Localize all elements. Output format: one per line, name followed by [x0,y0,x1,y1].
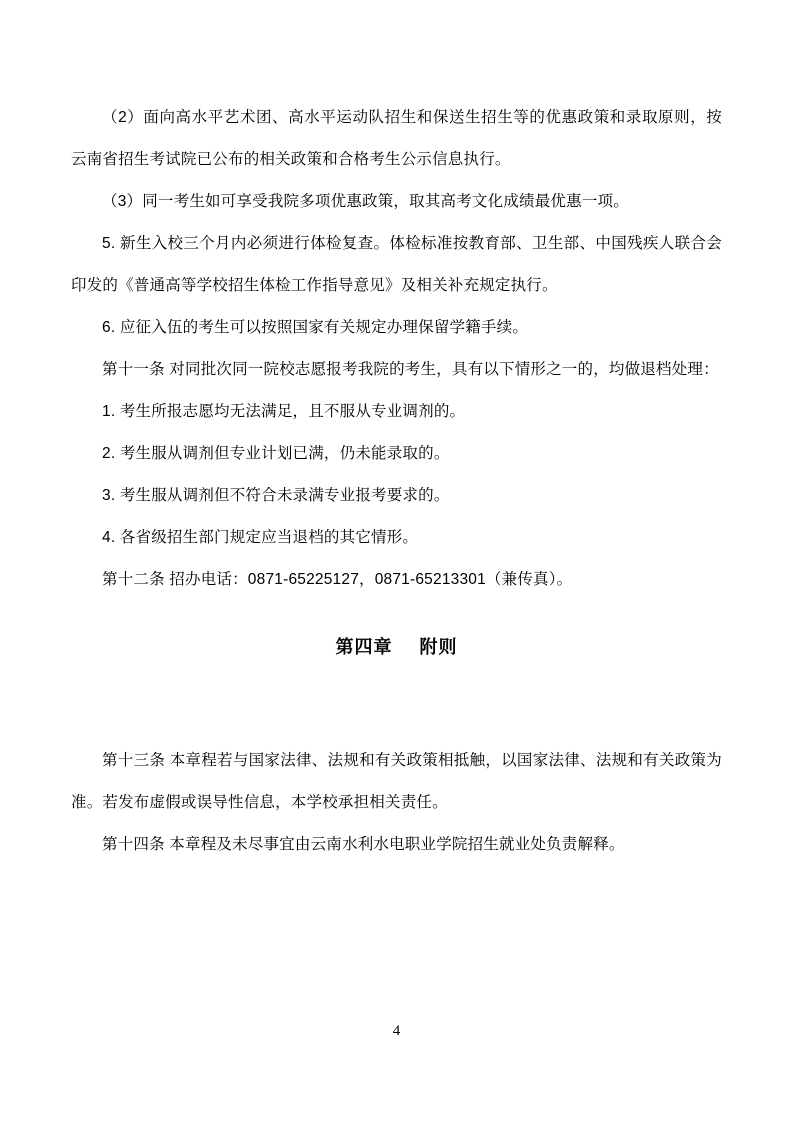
chapter-heading-number: 第四章 [335,637,393,657]
paragraph-article-14: 第十四条 本章程及未尽事宜由云南水利水电职业学院招生就业处负责解释。 [102,836,625,853]
paragraph-withdraw-case-3: 3. 考生服从调剂但不符合未录满专业报考要求的。 [102,487,450,504]
paragraph-optimal-policy-3: （3）同一考生如可享受我院多项优惠政策，取其高考文化成绩最优惠一项。 [102,193,629,210]
paragraph-article-11: 第十一条 对同批次同一院校志愿报考我院的考生，具有以下情形之一的，均做退档处理： [102,361,719,378]
paragraph-item-5-medical-recheck: 5. 新生入校三个月内必须进行体检复查。体检标准按教育部、卫生部、中国残疾人联合会印发的《普通高等学校招生体检工作指导意见》及相关补充规定执行。 [71,235,722,294]
paragraph-article-13: 第十三条 本章程若与国家法律、法规和有关政策相抵触，以国家法律、法规和有关政策为准。若发布虚假或误导性信息，本学校承担相关责任。 [71,752,722,811]
paragraph-article-12-phone: 第十二条 招办电话：0871-65225127，0871-65213301（兼传真）。 [102,571,573,588]
paragraph-optimal-policy-2: （2）面向高水平艺术团、高水平运动队招生和保送生招生等的优惠政策和录取原则，按云南省招生考试院已公布的相关政策和合格考生公示信息执行。 [71,109,722,168]
document-body [71,97,722,866]
chapter-heading-title: 附则 [419,637,458,657]
paragraph-item-6-military-service: 6. 应征入伍的考生可以按照国家有关规定办理保留学籍手续。 [102,319,529,336]
chapter-heading [71,626,722,668]
page-number: 4 [392,1023,401,1039]
paragraph-withdraw-case-1: 1. 考生所报志愿均无法满足，且不服从专业调剂的。 [102,403,466,420]
paragraph-withdraw-case-4: 4. 各省级招生部门规定应当退档的其它情形。 [102,529,419,546]
paragraph-withdraw-case-2: 2. 考生服从调剂但专业计划已满，仍未能录取的。 [102,445,450,462]
